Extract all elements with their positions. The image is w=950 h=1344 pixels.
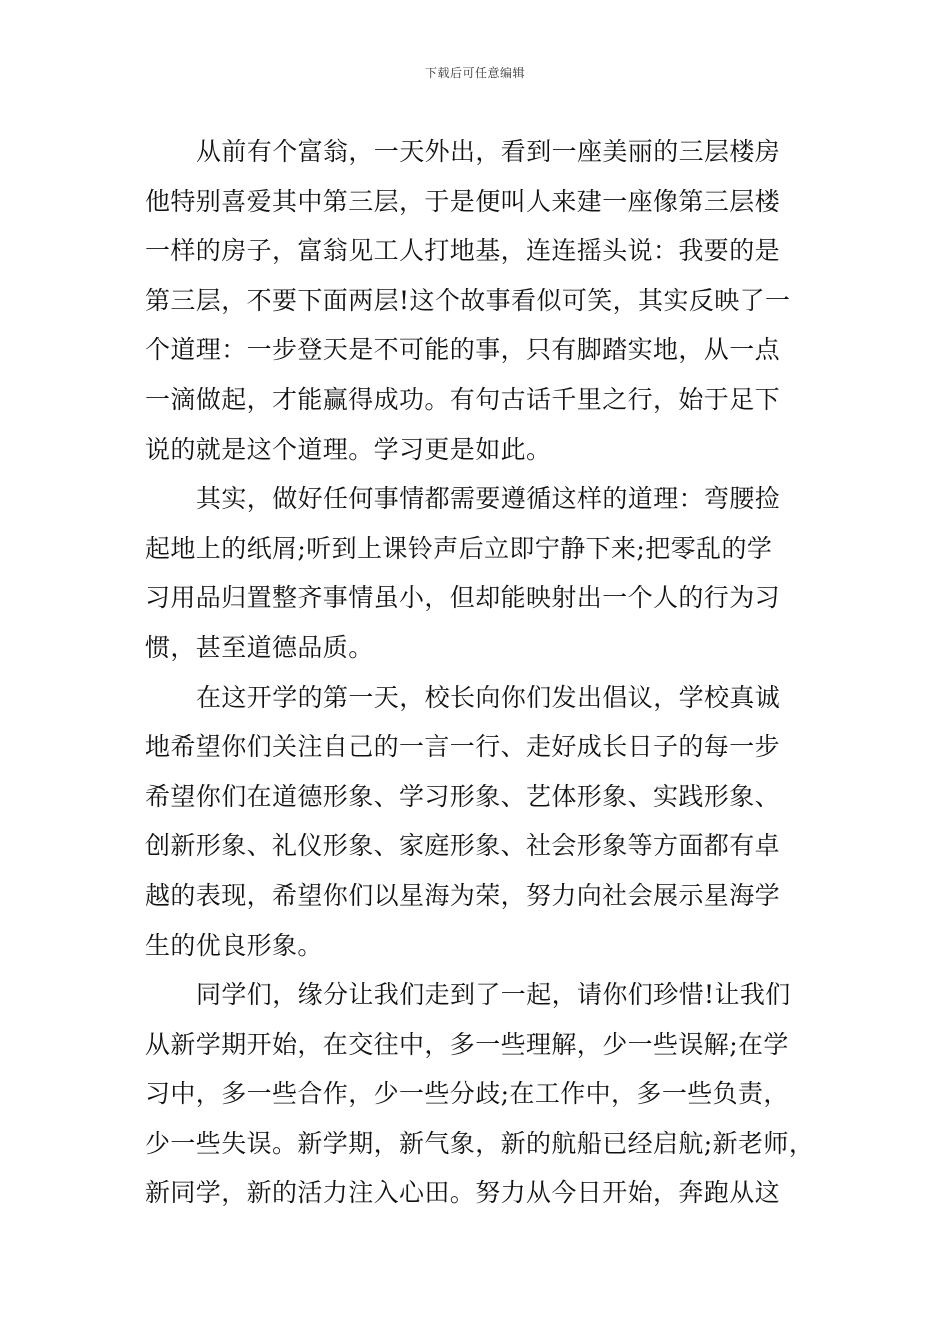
text-line: 其实，做好任何事情都需要遵循这样的道理：弯腰捡 bbox=[196, 484, 781, 514]
paragraph-2 bbox=[145, 474, 825, 672]
text-line: 希望你们在道德形象、学习形象、艺体形象、实践形象、 bbox=[145, 781, 781, 811]
text-line: 习用品归置整齐事情虽小，但却能映射出一个人的行为习 bbox=[145, 583, 781, 613]
text-line: 惯，甚至道德品质。 bbox=[145, 632, 374, 662]
document-body bbox=[145, 127, 825, 1218]
text-line: 起地上的纸屑;听到上课铃声后立即宁静下来;把零乱的学 bbox=[145, 533, 773, 563]
text-line: 同学们，缘分让我们走到了一起，请你们珍惜!让我们 bbox=[196, 980, 791, 1010]
text-line: 他特别喜爱其中第三层，于是便叫人来建一座像第三层楼 bbox=[145, 186, 781, 216]
text-line: 生的优良形象。 bbox=[145, 930, 323, 960]
paragraph-3 bbox=[145, 673, 825, 971]
text-line: 在这开学的第一天，校长向你们发出倡议，学校真诚 bbox=[196, 682, 781, 712]
page-header: 下载后可任意编辑 bbox=[424, 66, 525, 80]
text-line: 说的就是这个道理。学习更是如此。 bbox=[145, 434, 552, 464]
text-line: 习中，多一些合作，少一些分歧;在工作中，多一些负责， bbox=[145, 1079, 789, 1109]
text-line: 第三层，不要下面两层!这个故事看似可笑，其实反映了一 bbox=[145, 285, 791, 315]
text-line: 从新学期开始，在交往中，多一些理解，少一些误解;在学 bbox=[145, 1029, 789, 1059]
text-line: 越的表现，希望你们以星海为荣，努力向社会展示星海学 bbox=[145, 880, 781, 910]
paragraph-1 bbox=[145, 127, 825, 474]
text-line: 一滴做起，才能赢得成功。有句古话千里之行，始于足下 bbox=[145, 384, 781, 414]
text-line: 新同学，新的活力注入心田。努力从今日开始，奔跑从这 bbox=[145, 1178, 781, 1208]
text-line: 少一些失误。新学期，新气象，新的航船已经启航;新老师， bbox=[145, 1128, 815, 1158]
text-line: 一样的房子，富翁见工人打地基，连连摇头说：我要的是 bbox=[145, 236, 781, 266]
text-line: 从前有个富翁，一天外出，看到一座美丽的三层楼房 bbox=[196, 137, 781, 166]
text-line: 创新形象、礼仪形象、家庭形象、社会形象等方面都有卓 bbox=[145, 831, 781, 861]
text-line: 地希望你们关注自己的一言一行、走好成长日子的每一步 bbox=[145, 732, 781, 762]
paragraph-4 bbox=[145, 970, 825, 1218]
text-line: 个道理：一步登天是不可能的事，只有脚踏实地，从一点 bbox=[145, 335, 781, 365]
